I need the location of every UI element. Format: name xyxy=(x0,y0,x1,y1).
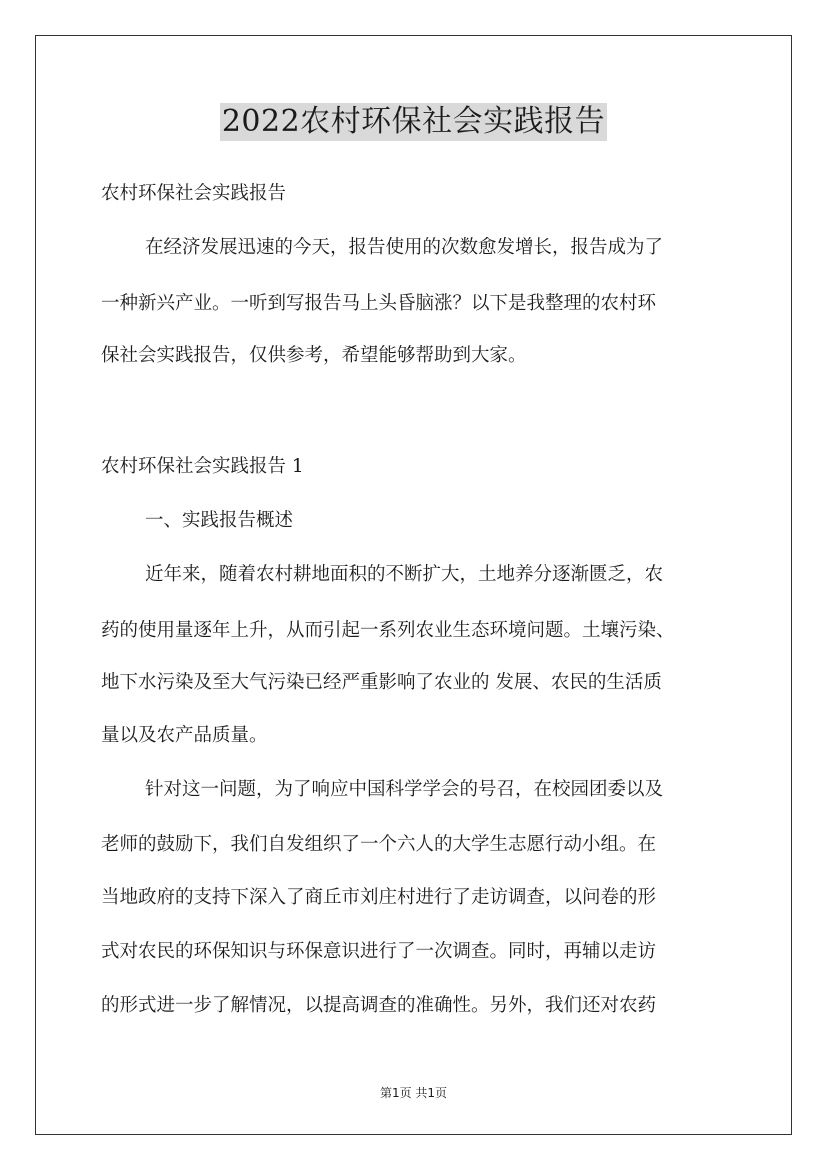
para1-line-3: 地下水污染及至大气污染已经严重影响了农业的 发展、农民的生活质 xyxy=(101,672,662,693)
intro-line-3: 保社会实践报告，仅供参考，希望能够帮助到大家。 xyxy=(101,345,527,366)
document-title: 2022农村环保社会实践报告 xyxy=(221,104,606,139)
para1-line-4: 量以及农产品质量。 xyxy=(101,725,268,746)
intro-line-1: 在经济发展迅速的今天，报告使用的次数愈发增长，报告成为了 xyxy=(145,237,664,258)
document-subtitle: 农村环保社会实践报告 xyxy=(101,183,287,204)
page-footer: 第1页 共1页 xyxy=(379,1086,448,1100)
intro-line-2: 一种新兴产业。一听到写报告马上头昏脑涨？以下是我整理的农村环 xyxy=(101,293,657,314)
heading-overview: 一、实践报告概述 xyxy=(145,510,294,531)
para2-line-3: 当地政府的支持下深入了商丘市刘庄村进行了走访调查，以问卷的形 xyxy=(101,887,657,908)
para2-line-2: 老师的鼓励下，我们自发组织了一个六人的大学生志愿行动小组。在 xyxy=(101,834,657,855)
para2-line-5: 的形式进一步了解情况，以提高调查的准确性。另外，我们还对农药 xyxy=(101,995,657,1016)
para1-line-1: 近年来，随着农村耕地面积的不断扩大，土地养分逐渐匮乏，农 xyxy=(145,564,664,585)
para2-line-4: 式对农民的环保知识与环保意识进行了一次调查。同时，再辅以走访 xyxy=(101,941,657,962)
section-title: 农村环保社会实践报告 1 xyxy=(101,456,304,477)
title-container xyxy=(0,103,827,141)
para1-line-2: 药的使用量逐年上升，从而引起一系列农业生态环境问题。土壤污染、 xyxy=(101,620,675,641)
para2-line-1: 针对这一问题，为了响应中国科学学会的号召，在校园团委以及 xyxy=(145,779,664,800)
